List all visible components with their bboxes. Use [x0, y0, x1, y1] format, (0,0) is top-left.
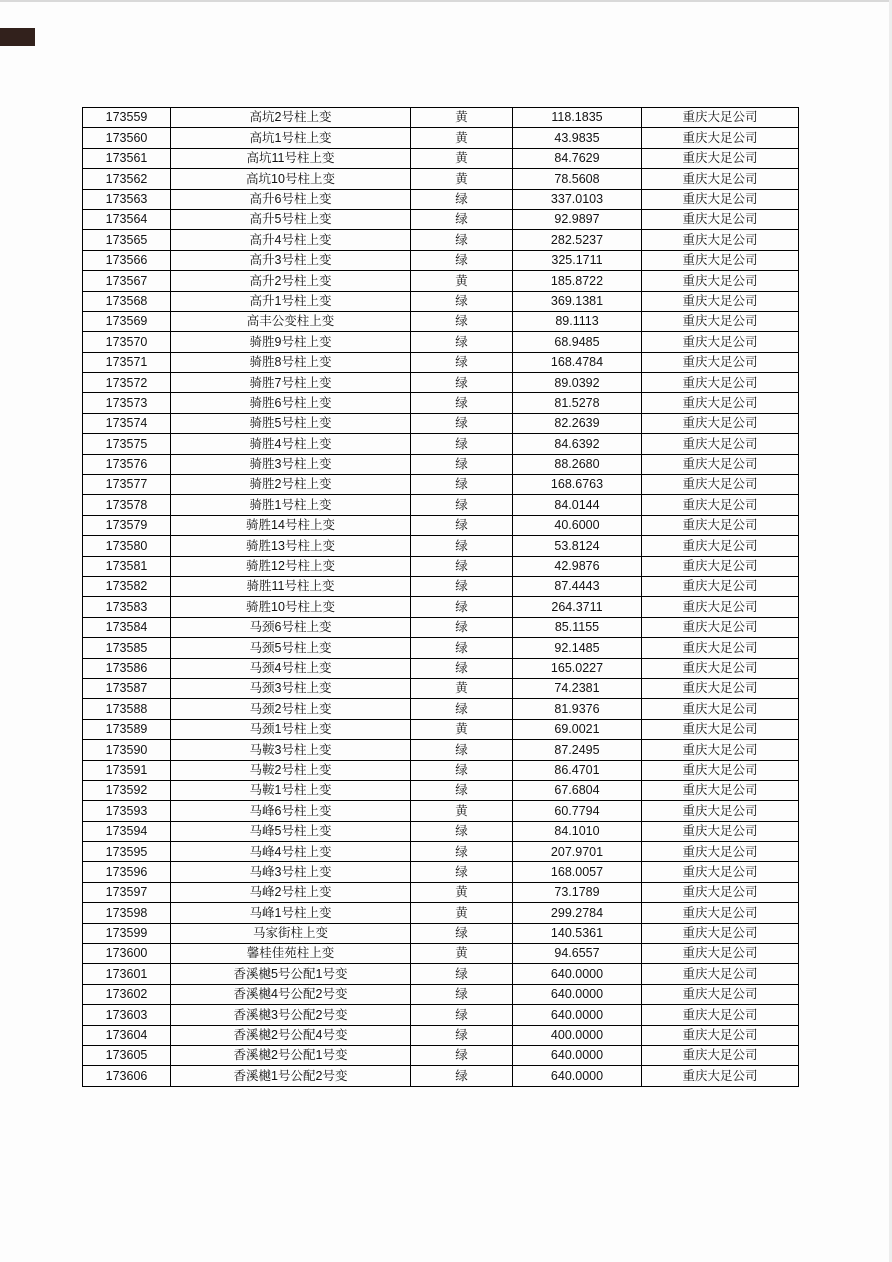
cell-status: 黄: [411, 169, 513, 189]
cell-status: 绿: [411, 209, 513, 229]
cell-status: 绿: [411, 638, 513, 658]
cell-company: 重庆大足公司: [642, 108, 799, 128]
cell-value: 69.0021: [513, 719, 642, 739]
cell-id: 173605: [83, 1045, 171, 1065]
cell-value: 84.1010: [513, 821, 642, 841]
cell-status: 绿: [411, 658, 513, 678]
table-row: [83, 638, 799, 658]
cell-status: 绿: [411, 923, 513, 943]
cell-value: 92.9897: [513, 209, 642, 229]
cell-id: 173571: [83, 352, 171, 372]
cell-id: 173586: [83, 658, 171, 678]
cell-company: 重庆大足公司: [642, 821, 799, 841]
table-row: [83, 821, 799, 841]
cell-name: 香溪樾1号公配2号变: [171, 1066, 411, 1086]
cell-status: 黄: [411, 882, 513, 902]
cell-company: 重庆大足公司: [642, 271, 799, 291]
cell-company: 重庆大足公司: [642, 719, 799, 739]
cell-company: 重庆大足公司: [642, 576, 799, 596]
cell-id: 173573: [83, 393, 171, 413]
table-row: [83, 515, 799, 535]
cell-status: 黄: [411, 719, 513, 739]
cell-id: 173582: [83, 576, 171, 596]
cell-name: 高丰公变柱上变: [171, 311, 411, 331]
cell-company: 重庆大足公司: [642, 699, 799, 719]
table-row: [83, 413, 799, 433]
table-row: [83, 903, 799, 923]
cell-value: 84.7629: [513, 148, 642, 168]
cell-value: 640.0000: [513, 984, 642, 1004]
cell-id: 173589: [83, 719, 171, 739]
cell-id: 173603: [83, 1005, 171, 1025]
cell-name: 骑胜13号柱上变: [171, 536, 411, 556]
cell-name: 骑胜9号柱上变: [171, 332, 411, 352]
cell-company: 重庆大足公司: [642, 454, 799, 474]
cell-status: 黄: [411, 148, 513, 168]
cell-value: 168.0057: [513, 862, 642, 882]
cell-status: 黄: [411, 271, 513, 291]
cell-id: 173599: [83, 923, 171, 943]
cell-name: 马峰6号柱上变: [171, 801, 411, 821]
cell-status: 绿: [411, 536, 513, 556]
cell-status: 绿: [411, 393, 513, 413]
cell-name: 骑胜2号柱上变: [171, 475, 411, 495]
cell-value: 264.3711: [513, 597, 642, 617]
cell-company: 重庆大足公司: [642, 964, 799, 984]
cell-value: 42.9876: [513, 556, 642, 576]
cell-name: 马颈6号柱上变: [171, 617, 411, 637]
cell-id: 173583: [83, 597, 171, 617]
cell-company: 重庆大足公司: [642, 740, 799, 760]
cell-name: 马颈1号柱上变: [171, 719, 411, 739]
table-row: [83, 373, 799, 393]
cell-id: 173585: [83, 638, 171, 658]
cell-id: 173567: [83, 271, 171, 291]
cell-id: 173574: [83, 413, 171, 433]
cell-name: 高升4号柱上变: [171, 230, 411, 250]
cell-id: 173601: [83, 964, 171, 984]
corner-mark: [0, 28, 35, 46]
cell-id: 173568: [83, 291, 171, 311]
table-row: [83, 291, 799, 311]
cell-company: 重庆大足公司: [642, 352, 799, 372]
cell-company: 重庆大足公司: [642, 332, 799, 352]
table-row: [83, 1005, 799, 1025]
cell-name: 骑胜12号柱上变: [171, 556, 411, 576]
cell-name: 高升2号柱上变: [171, 271, 411, 291]
cell-status: 绿: [411, 495, 513, 515]
cell-company: 重庆大足公司: [642, 1025, 799, 1045]
cell-status: 绿: [411, 373, 513, 393]
table-row: [83, 393, 799, 413]
cell-name: 香溪樾5号公配1号变: [171, 964, 411, 984]
cell-value: 87.2495: [513, 740, 642, 760]
cell-name: 香溪樾2号公配4号变: [171, 1025, 411, 1045]
table-row: [83, 944, 799, 964]
cell-id: 173592: [83, 780, 171, 800]
cell-value: 74.2381: [513, 678, 642, 698]
cell-id: 173576: [83, 454, 171, 474]
cell-name: 马颈4号柱上变: [171, 658, 411, 678]
cell-value: 118.1835: [513, 108, 642, 128]
cell-name: 高升1号柱上变: [171, 291, 411, 311]
cell-name: 马鞍2号柱上变: [171, 760, 411, 780]
cell-name: 高坑2号柱上变: [171, 108, 411, 128]
table-row: [83, 209, 799, 229]
cell-status: 黄: [411, 108, 513, 128]
cell-status: 绿: [411, 454, 513, 474]
cell-company: 重庆大足公司: [642, 842, 799, 862]
cell-status: 黄: [411, 801, 513, 821]
cell-value: 84.6392: [513, 434, 642, 454]
cell-status: 绿: [411, 515, 513, 535]
table-body: [83, 108, 799, 1087]
cell-value: 165.0227: [513, 658, 642, 678]
cell-status: 绿: [411, 1045, 513, 1065]
cell-status: 绿: [411, 1025, 513, 1045]
cell-id: 173598: [83, 903, 171, 923]
cell-id: 173588: [83, 699, 171, 719]
cell-id: 173600: [83, 944, 171, 964]
cell-value: 640.0000: [513, 1066, 642, 1086]
table-row: [83, 1045, 799, 1065]
cell-value: 53.8124: [513, 536, 642, 556]
cell-status: 绿: [411, 862, 513, 882]
cell-id: 173604: [83, 1025, 171, 1045]
cell-id: 173584: [83, 617, 171, 637]
table-row: [83, 842, 799, 862]
cell-name: 香溪樾4号公配2号变: [171, 984, 411, 1004]
cell-value: 43.9835: [513, 128, 642, 148]
cell-name: 马峰1号柱上变: [171, 903, 411, 923]
cell-company: 重庆大足公司: [642, 760, 799, 780]
table-row: [83, 862, 799, 882]
cell-name: 骑胜3号柱上变: [171, 454, 411, 474]
table-row: [83, 1066, 799, 1086]
cell-status: 黄: [411, 944, 513, 964]
cell-id: 173597: [83, 882, 171, 902]
cell-id: 173581: [83, 556, 171, 576]
table-row: [83, 271, 799, 291]
cell-status: 绿: [411, 556, 513, 576]
table-row: [83, 332, 799, 352]
cell-value: 185.8722: [513, 271, 642, 291]
cell-name: 高升6号柱上变: [171, 189, 411, 209]
cell-value: 40.6000: [513, 515, 642, 535]
cell-status: 绿: [411, 311, 513, 331]
cell-name: 香溪樾2号公配1号变: [171, 1045, 411, 1065]
cell-id: 173565: [83, 230, 171, 250]
cell-company: 重庆大足公司: [642, 617, 799, 637]
table-row: [83, 699, 799, 719]
cell-id: 173561: [83, 148, 171, 168]
cell-id: 173562: [83, 169, 171, 189]
table-row: [83, 556, 799, 576]
cell-name: 骑胜7号柱上变: [171, 373, 411, 393]
cell-company: 重庆大足公司: [642, 923, 799, 943]
table-row: [83, 1025, 799, 1045]
cell-value: 299.2784: [513, 903, 642, 923]
table-row: [83, 760, 799, 780]
cell-company: 重庆大足公司: [642, 291, 799, 311]
cell-status: 绿: [411, 475, 513, 495]
cell-value: 78.5608: [513, 169, 642, 189]
cell-company: 重庆大足公司: [642, 148, 799, 168]
cell-value: 207.9701: [513, 842, 642, 862]
cell-name: 马峰5号柱上变: [171, 821, 411, 841]
cell-id: 173594: [83, 821, 171, 841]
cell-company: 重庆大足公司: [642, 882, 799, 902]
table-row: [83, 108, 799, 128]
cell-id: 173564: [83, 209, 171, 229]
cell-value: 84.0144: [513, 495, 642, 515]
cell-value: 87.4443: [513, 576, 642, 596]
cell-name: 骑胜11号柱上变: [171, 576, 411, 596]
cell-company: 重庆大足公司: [642, 413, 799, 433]
cell-value: 369.1381: [513, 291, 642, 311]
table-row: [83, 719, 799, 739]
cell-status: 绿: [411, 291, 513, 311]
cell-id: 173560: [83, 128, 171, 148]
cell-value: 89.1113: [513, 311, 642, 331]
table-row: [83, 311, 799, 331]
cell-status: 绿: [411, 699, 513, 719]
cell-name: 马鞍1号柱上变: [171, 780, 411, 800]
cell-name: 骑胜6号柱上变: [171, 393, 411, 413]
cell-name: 骑胜8号柱上变: [171, 352, 411, 372]
cell-status: 绿: [411, 230, 513, 250]
table-row: [83, 801, 799, 821]
cell-id: 173593: [83, 801, 171, 821]
cell-status: 黄: [411, 128, 513, 148]
table-row: [83, 352, 799, 372]
cell-company: 重庆大足公司: [642, 984, 799, 1004]
cell-company: 重庆大足公司: [642, 944, 799, 964]
table-row: [83, 597, 799, 617]
cell-name: 马颈3号柱上变: [171, 678, 411, 698]
cell-company: 重庆大足公司: [642, 780, 799, 800]
cell-name: 马峰4号柱上变: [171, 842, 411, 862]
cell-value: 640.0000: [513, 1005, 642, 1025]
cell-name: 高坑11号柱上变: [171, 148, 411, 168]
cell-id: 173596: [83, 862, 171, 882]
cell-status: 绿: [411, 1066, 513, 1086]
cell-status: 绿: [411, 189, 513, 209]
table-row: [83, 923, 799, 943]
cell-value: 60.7794: [513, 801, 642, 821]
table-row: [83, 882, 799, 902]
cell-company: 重庆大足公司: [642, 678, 799, 698]
cell-status: 绿: [411, 760, 513, 780]
table-row: [83, 617, 799, 637]
cell-company: 重庆大足公司: [642, 658, 799, 678]
cell-status: 绿: [411, 964, 513, 984]
cell-status: 绿: [411, 352, 513, 372]
cell-value: 85.1155: [513, 617, 642, 637]
cell-name: 马家街柱上变: [171, 923, 411, 943]
table-row: [83, 536, 799, 556]
table-row: [83, 169, 799, 189]
cell-company: 重庆大足公司: [642, 495, 799, 515]
cell-value: 94.6557: [513, 944, 642, 964]
cell-value: 81.9376: [513, 699, 642, 719]
cell-company: 重庆大足公司: [642, 311, 799, 331]
cell-name: 骑胜10号柱上变: [171, 597, 411, 617]
cell-company: 重庆大足公司: [642, 1045, 799, 1065]
cell-company: 重庆大足公司: [642, 475, 799, 495]
cell-id: 173587: [83, 678, 171, 698]
cell-value: 88.2680: [513, 454, 642, 474]
cell-name: 高坑10号柱上变: [171, 169, 411, 189]
cell-status: 绿: [411, 740, 513, 760]
cell-company: 重庆大足公司: [642, 801, 799, 821]
cell-id: 173591: [83, 760, 171, 780]
cell-status: 黄: [411, 678, 513, 698]
cell-value: 82.2639: [513, 413, 642, 433]
cell-name: 骑胜1号柱上变: [171, 495, 411, 515]
cell-name: 香溪樾3号公配2号变: [171, 1005, 411, 1025]
cell-value: 68.9485: [513, 332, 642, 352]
cell-name: 高坑1号柱上变: [171, 128, 411, 148]
cell-status: 绿: [411, 984, 513, 1004]
table-row: [83, 780, 799, 800]
cell-company: 重庆大足公司: [642, 393, 799, 413]
cell-value: 282.5237: [513, 230, 642, 250]
table-row: [83, 250, 799, 270]
cell-value: 640.0000: [513, 1045, 642, 1065]
cell-id: 173606: [83, 1066, 171, 1086]
cell-status: 绿: [411, 617, 513, 637]
cell-id: 173566: [83, 250, 171, 270]
cell-id: 173580: [83, 536, 171, 556]
table-row: [83, 475, 799, 495]
cell-id: 173595: [83, 842, 171, 862]
cell-value: 92.1485: [513, 638, 642, 658]
cell-id: 173575: [83, 434, 171, 454]
table-row: [83, 984, 799, 1004]
cell-company: 重庆大足公司: [642, 638, 799, 658]
table-row: [83, 148, 799, 168]
cell-id: 173563: [83, 189, 171, 209]
cell-name: 马颈5号柱上变: [171, 638, 411, 658]
cell-id: 173570: [83, 332, 171, 352]
cell-id: 173578: [83, 495, 171, 515]
cell-name: 馨桂佳苑柱上变: [171, 944, 411, 964]
transformer-table: [82, 107, 799, 1087]
cell-value: 86.4701: [513, 760, 642, 780]
cell-company: 重庆大足公司: [642, 903, 799, 923]
cell-status: 绿: [411, 842, 513, 862]
table-row: [83, 434, 799, 454]
cell-name: 高升5号柱上变: [171, 209, 411, 229]
cell-value: 400.0000: [513, 1025, 642, 1045]
cell-id: 173579: [83, 515, 171, 535]
cell-value: 73.1789: [513, 882, 642, 902]
cell-name: 马峰3号柱上变: [171, 862, 411, 882]
cell-company: 重庆大足公司: [642, 434, 799, 454]
cell-company: 重庆大足公司: [642, 230, 799, 250]
cell-status: 绿: [411, 597, 513, 617]
cell-company: 重庆大足公司: [642, 1066, 799, 1086]
cell-id: 173569: [83, 311, 171, 331]
cell-id: 173559: [83, 108, 171, 128]
table-row: [83, 189, 799, 209]
cell-company: 重庆大足公司: [642, 373, 799, 393]
cell-value: 67.6804: [513, 780, 642, 800]
cell-id: 173602: [83, 984, 171, 1004]
table-row: [83, 678, 799, 698]
cell-id: 173572: [83, 373, 171, 393]
cell-value: 168.4784: [513, 352, 642, 372]
cell-value: 89.0392: [513, 373, 642, 393]
cell-status: 绿: [411, 576, 513, 596]
cell-value: 325.1711: [513, 250, 642, 270]
table-row: [83, 230, 799, 250]
table-row: [83, 964, 799, 984]
cell-company: 重庆大足公司: [642, 1005, 799, 1025]
cell-name: 高升3号柱上变: [171, 250, 411, 270]
table-row: [83, 495, 799, 515]
cell-company: 重庆大足公司: [642, 209, 799, 229]
cell-status: 绿: [411, 821, 513, 841]
cell-status: 绿: [411, 250, 513, 270]
table-row: [83, 658, 799, 678]
table-row: [83, 128, 799, 148]
cell-status: 绿: [411, 413, 513, 433]
cell-name: 骑胜14号柱上变: [171, 515, 411, 535]
page-top-edge: [0, 0, 892, 2]
cell-value: 640.0000: [513, 964, 642, 984]
cell-company: 重庆大足公司: [642, 556, 799, 576]
cell-id: 173590: [83, 740, 171, 760]
cell-company: 重庆大足公司: [642, 250, 799, 270]
cell-id: 173577: [83, 475, 171, 495]
cell-value: 168.6763: [513, 475, 642, 495]
table-row: [83, 740, 799, 760]
cell-status: 绿: [411, 780, 513, 800]
cell-value: 81.5278: [513, 393, 642, 413]
cell-status: 绿: [411, 434, 513, 454]
cell-value: 140.5361: [513, 923, 642, 943]
cell-status: 绿: [411, 332, 513, 352]
table-row: [83, 454, 799, 474]
cell-name: 骑胜5号柱上变: [171, 413, 411, 433]
cell-company: 重庆大足公司: [642, 862, 799, 882]
cell-company: 重庆大足公司: [642, 536, 799, 556]
cell-company: 重庆大足公司: [642, 515, 799, 535]
cell-status: 黄: [411, 903, 513, 923]
cell-name: 马峰2号柱上变: [171, 882, 411, 902]
cell-name: 骑胜4号柱上变: [171, 434, 411, 454]
cell-name: 马鞍3号柱上变: [171, 740, 411, 760]
cell-company: 重庆大足公司: [642, 597, 799, 617]
cell-name: 马颈2号柱上变: [171, 699, 411, 719]
cell-value: 337.0103: [513, 189, 642, 209]
cell-company: 重庆大足公司: [642, 128, 799, 148]
cell-company: 重庆大足公司: [642, 189, 799, 209]
cell-company: 重庆大足公司: [642, 169, 799, 189]
table-row: [83, 576, 799, 596]
cell-status: 绿: [411, 1005, 513, 1025]
